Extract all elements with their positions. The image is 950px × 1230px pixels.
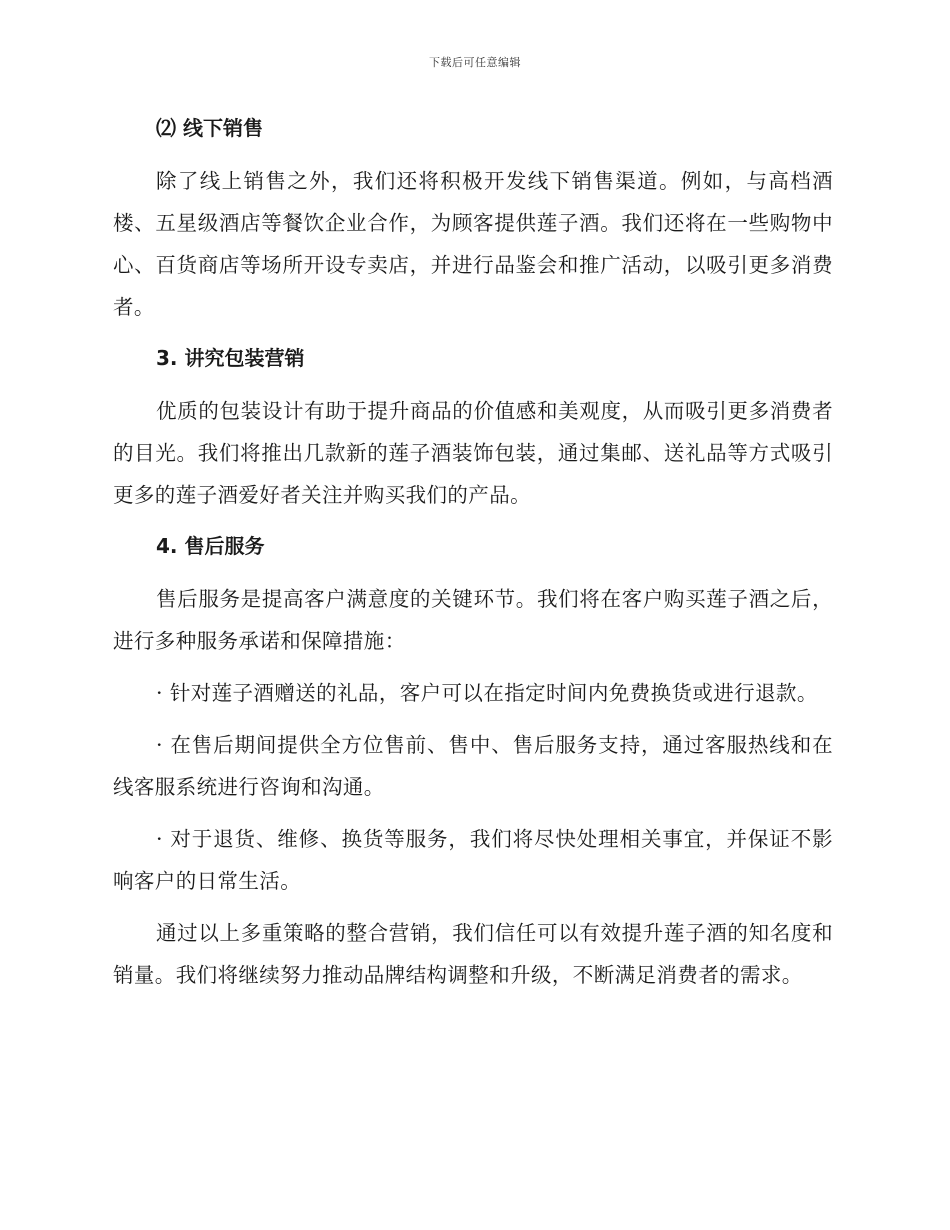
bullet-item-gift-exchange: · 针对莲子酒赠送的礼品，客户可以在指定时间内免费换货或进行退款。: [156, 681, 818, 705]
paragraph-conclusion: 通过以上多重策略的整合营销，我们信任可以有效提升莲子酒的知名度和销量。我们将继续努力推动品牌结构调整和升级，不断满足消费者的需求。: [113, 921, 833, 987]
paragraph-offline-sales: 除了线上销售之外，我们还将积极开发线下销售渠道。例如，与高档酒楼、五星级酒店等餐饮企业合作，为顾客提供莲子酒。我们还将在一些购物中心、百货商店等场所开设专卖店，并进行品鉴会和推广活动，以吸引更多消费者。: [113, 169, 833, 319]
section-heading-after-sales: 4. 售后服务: [156, 534, 265, 558]
section-heading-offline-sales: ⑵ 线下销售: [156, 116, 263, 140]
header-note: 下载后可任意编辑: [429, 56, 521, 69]
paragraph-packaging: 优质的包装设计有助于提升商品的价值感和美观度，从而吸引更多消费者的目光。我们将推出几款新的莲子酒装饰包装，通过集邮、送礼品等方式吸引更多的莲子酒爱好者关注并购买我们的产品。: [113, 399, 833, 507]
paragraph-after-sales: 售后服务是提高客户满意度的关键环节。我们将在客户购买莲子酒之后，进行多种服务承诺和保障措施：: [113, 587, 833, 653]
document-body: [113, 108, 833, 996]
section-heading-packaging: 3. 讲究包装营销: [156, 346, 305, 370]
bullet-item-service-support: · 在售后期间提供全方位售前、售中、售后服务支持，通过客服热线和在线客服系统进行咨询和沟通。: [113, 733, 833, 799]
bullet-item-returns-repairs: · 对于退货、维修、换货等服务，我们将尽快处理相关事宜，并保证不影响客户的日常生活。: [113, 827, 833, 893]
